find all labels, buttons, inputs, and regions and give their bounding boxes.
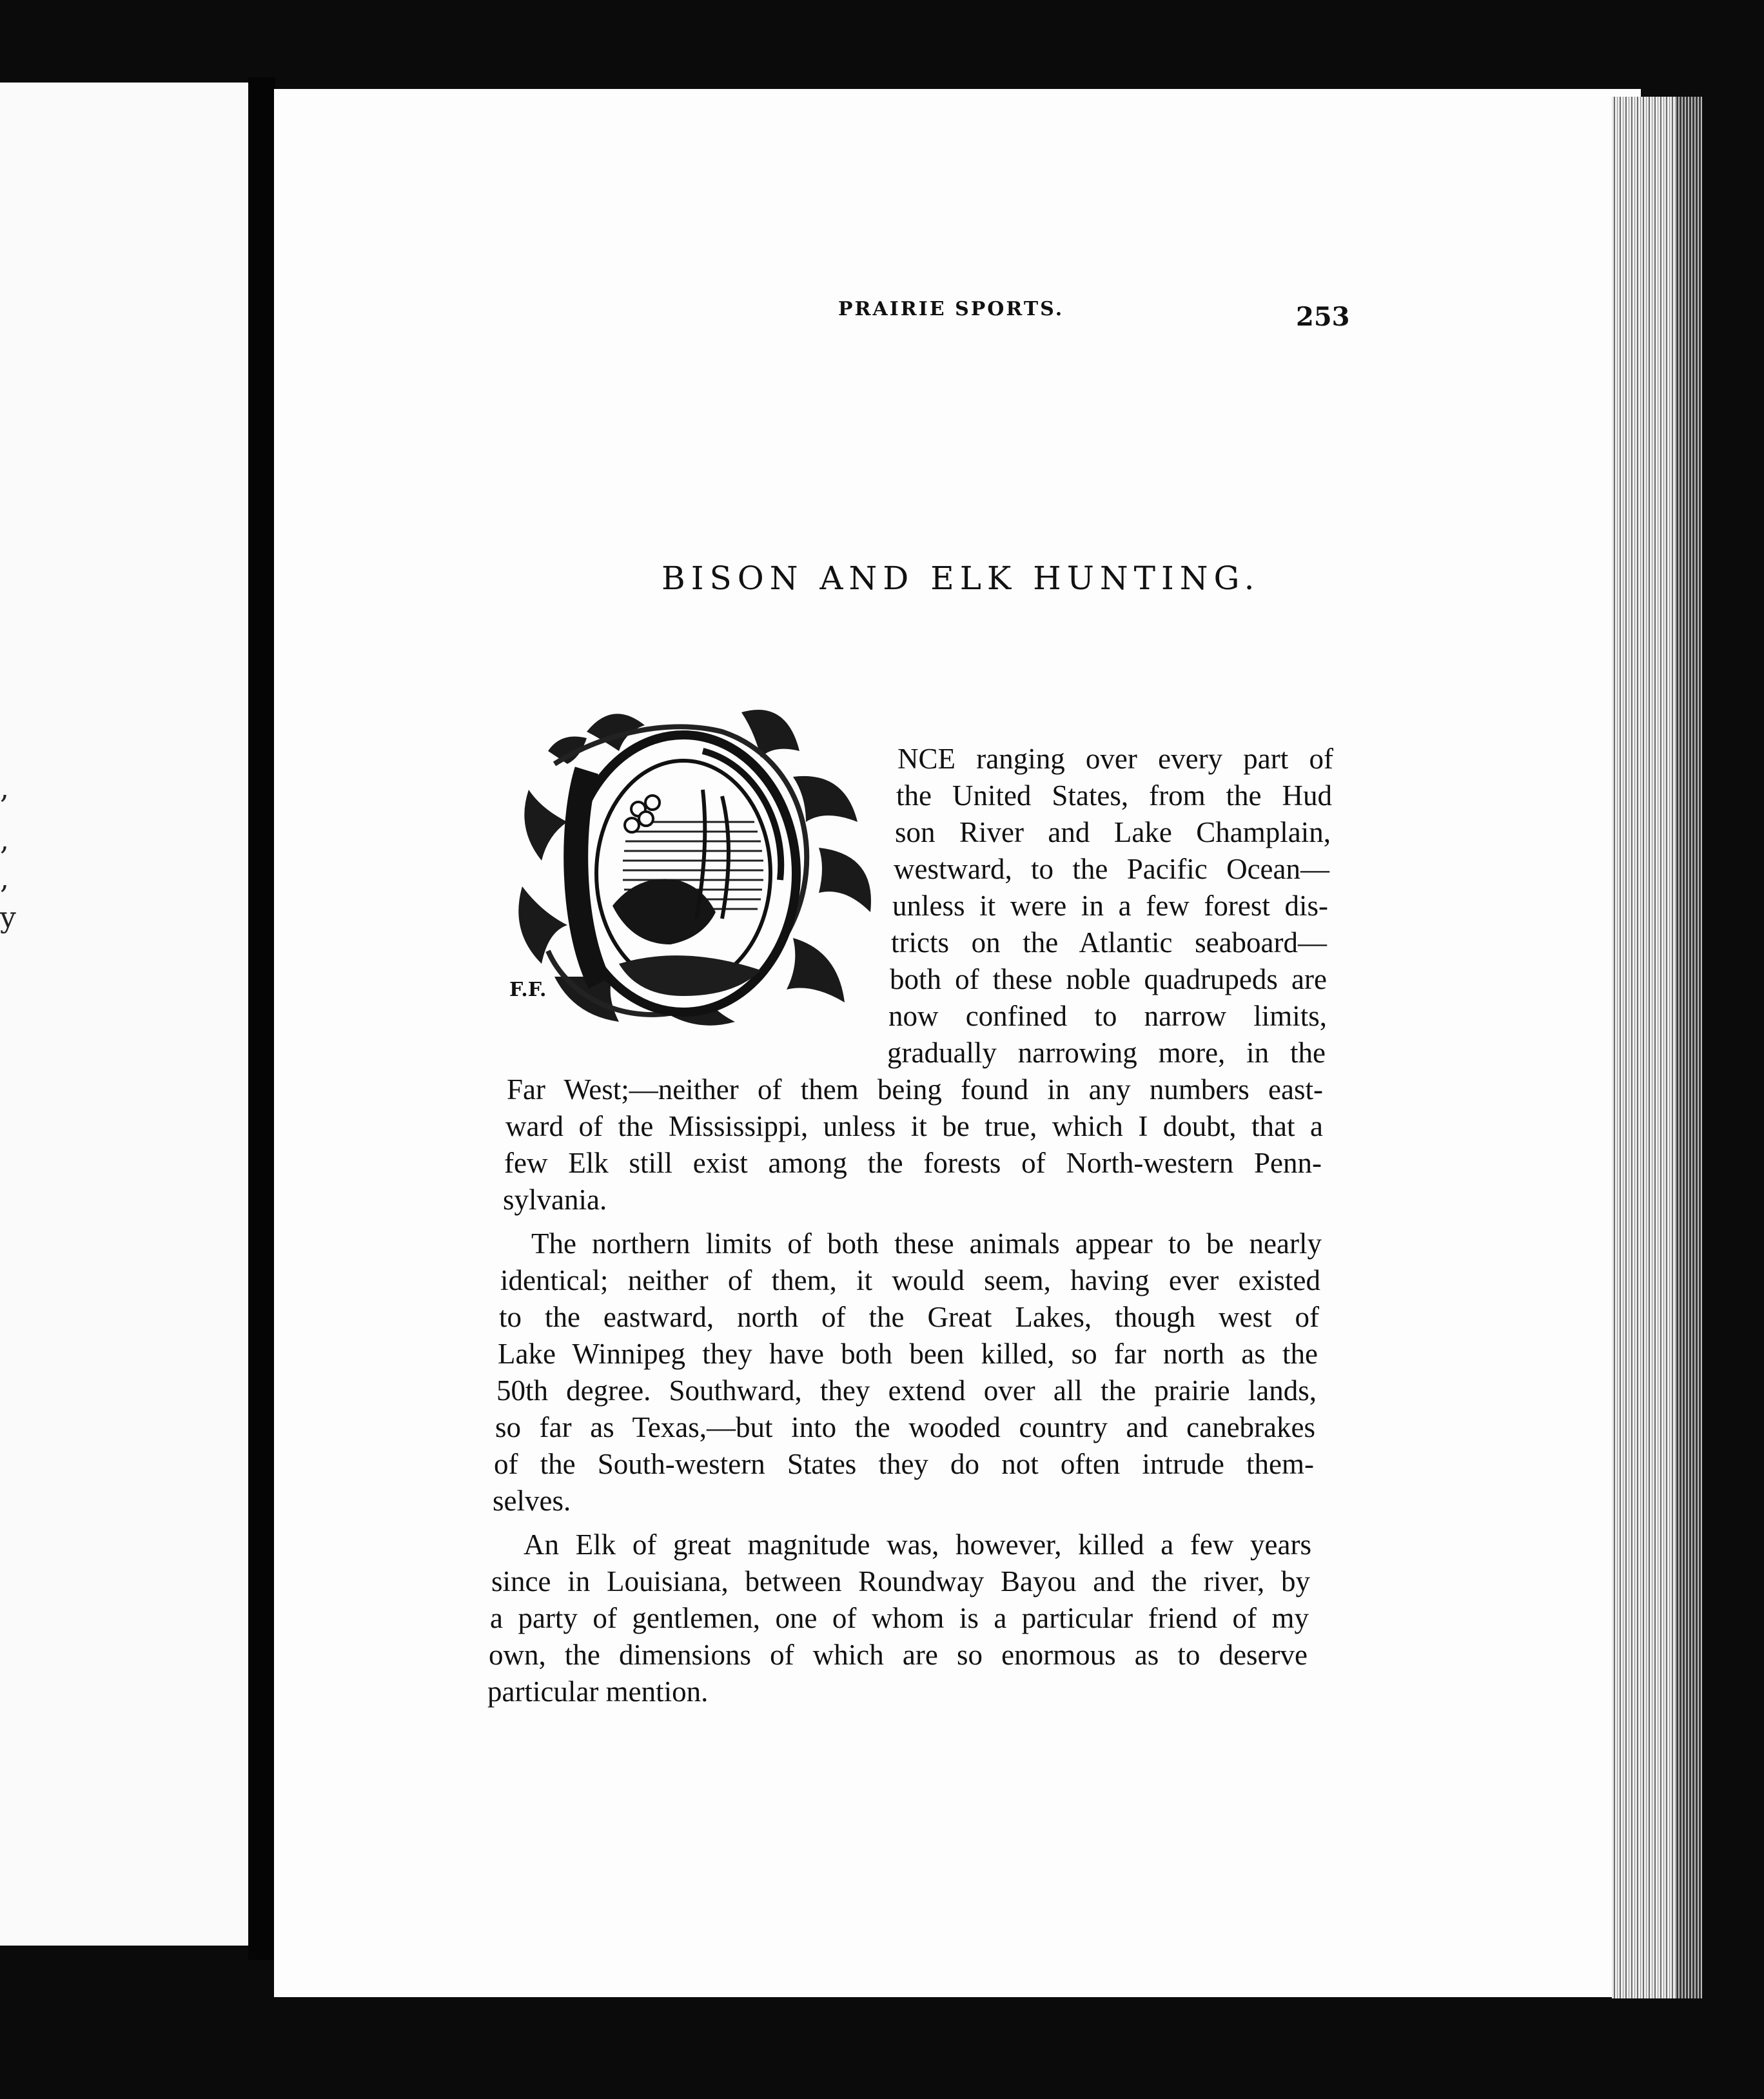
facing-page	[0, 83, 251, 1946]
page-fore-edge-shadow	[1676, 97, 1702, 1998]
text-line: 50th degree. Southward, they extend over all the prairie lands,	[496, 1374, 1317, 1407]
book-gutter	[248, 77, 275, 1960]
text-line: since in Louisiana, between Roundway Bayou and the river, by	[491, 1565, 1310, 1597]
text-line: sylvania.	[503, 1184, 607, 1216]
facing-page-mark: ,	[0, 863, 9, 895]
running-head: PRAIRIE SPORTS.	[838, 298, 1064, 320]
text-line: now confined to narrow limits,	[888, 1000, 1327, 1032]
text-line: the United States, from the Hud	[896, 779, 1332, 812]
page-number: 253	[1296, 302, 1350, 332]
text-line: An Elk of great magnitude was, however, killed a few years	[524, 1528, 1311, 1561]
text-line: few Elk still exist among the forests of North-western Penn-	[504, 1147, 1322, 1179]
text-line: particular mention.	[487, 1675, 709, 1708]
text-line: NCE ranging over every part of	[897, 743, 1333, 775]
facing-page-mark: ,	[0, 772, 9, 805]
text-line: so far as Texas,—but into the wooded country and canebrakes	[495, 1411, 1315, 1443]
text-line: westward, to the Pacific Ocean—	[894, 853, 1329, 885]
text-line: both of these noble quadrupeds are	[890, 963, 1327, 995]
chapter-title: BISON AND ELK HUNTING.	[662, 560, 1260, 597]
facing-page-mark: ,	[0, 824, 9, 857]
text-line: own, the dimensions of which are so enormous as to deserve	[489, 1639, 1308, 1671]
facing-page-mark: y	[0, 901, 16, 934]
decorated-initial-illustration	[509, 693, 883, 1041]
text-line: selves.	[493, 1485, 571, 1517]
text-line: Lake Winnipeg they have both been killed, so far north as the	[498, 1338, 1318, 1370]
text-line: a party of gentlemen, one of whom is a particular friend of my	[490, 1602, 1309, 1634]
illustrator-mark: F.F.	[509, 979, 547, 1001]
text-line: identical; neither of them, it would seem, having ever existed	[500, 1264, 1320, 1296]
text-line: gradually narrowing more, in the	[887, 1037, 1326, 1069]
text-line: Far West;—neither of them being found in any numbers east-	[507, 1073, 1323, 1106]
text-line: ward of the Mississippi, unless it be true, which I doubt, that a	[505, 1110, 1323, 1142]
text-line: to the eastward, north of the Great Lakes, though west of	[499, 1301, 1319, 1333]
text-line: unless it were in a few forest dis-	[892, 890, 1328, 922]
text-line: son River and Lake Champlain,	[895, 816, 1331, 848]
text-line: tricts on the Atlantic seaboard—	[891, 926, 1327, 959]
text-line: The northern limits of both these animals appear to be nearly	[531, 1227, 1322, 1260]
decorated-initial-o	[509, 693, 883, 1041]
text-line: of the South-western States they do not often intrude them-	[494, 1448, 1314, 1480]
